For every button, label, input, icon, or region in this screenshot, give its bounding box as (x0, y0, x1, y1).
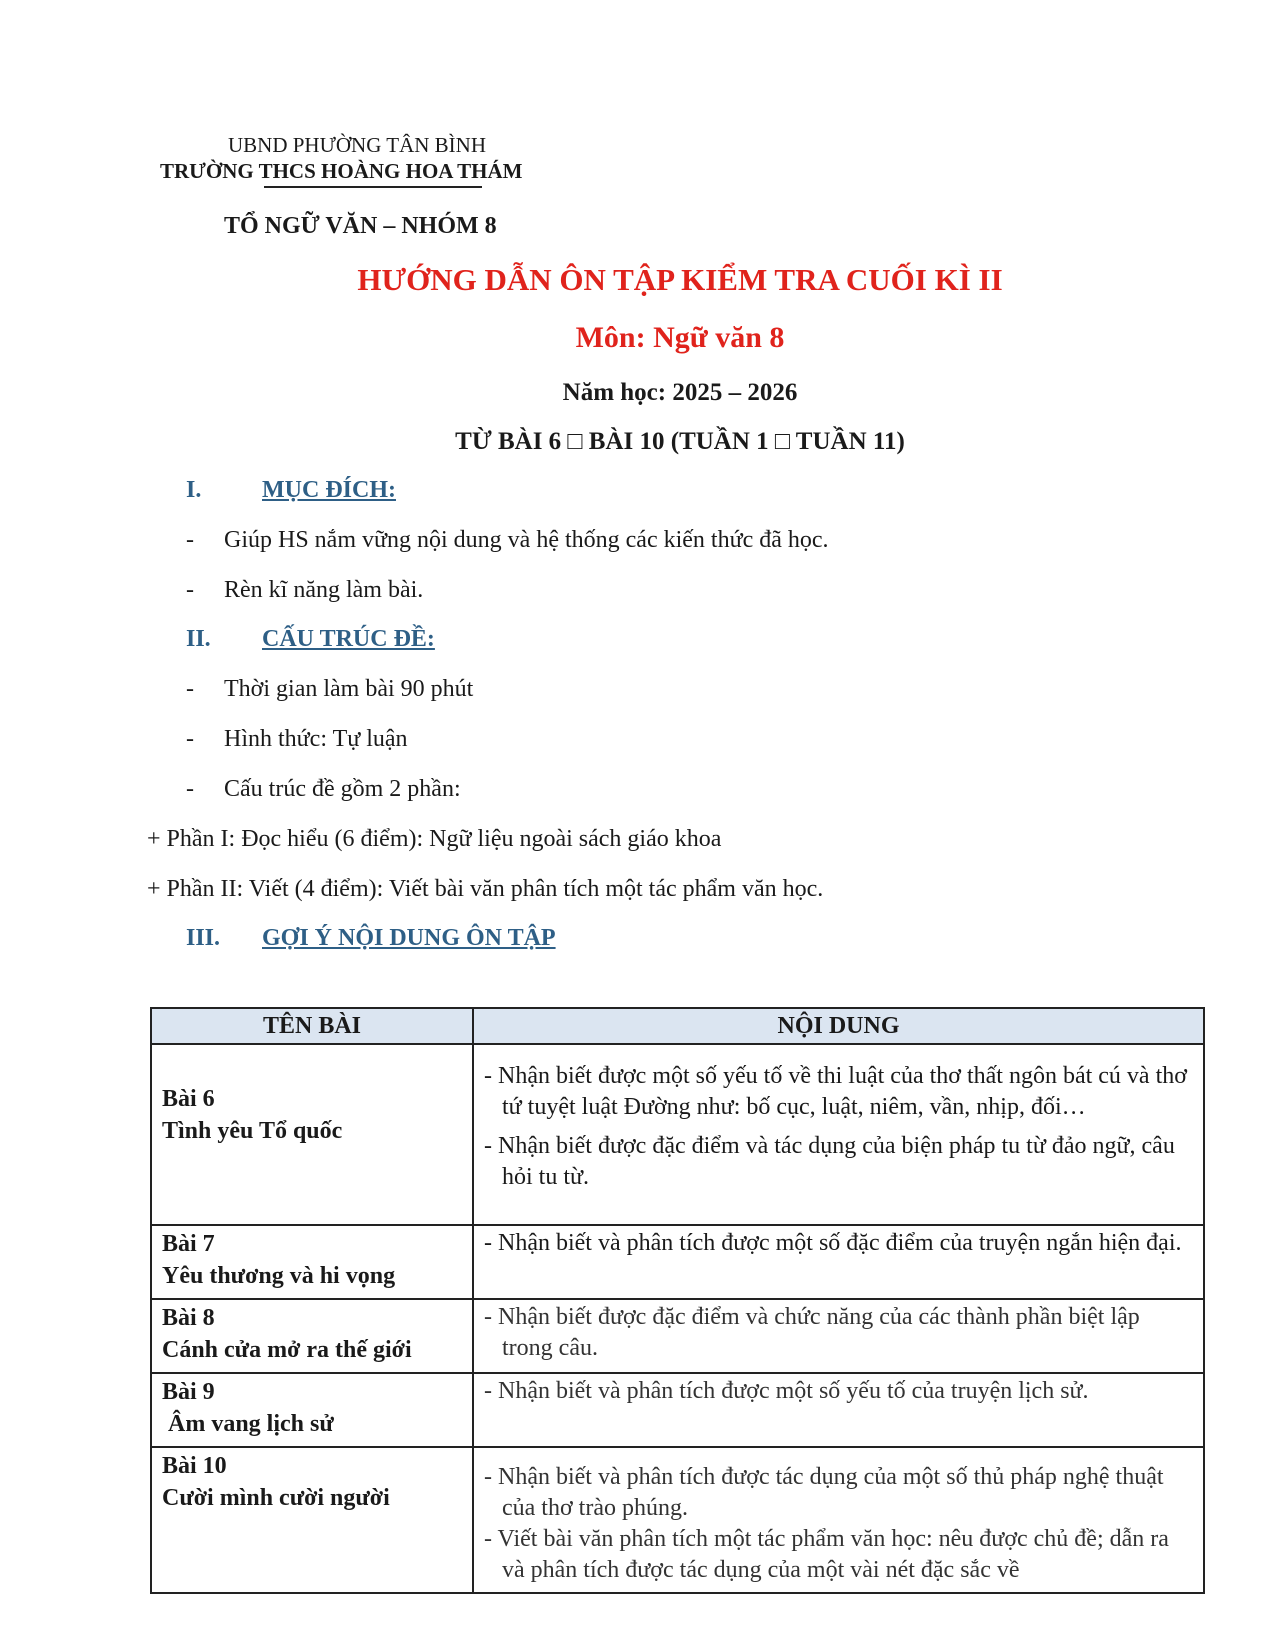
header-school: TRƯỜNG THCS HOÀNG HOA THÁM (160, 159, 523, 183)
table-row (151, 1225, 1204, 1299)
header-underline (264, 186, 482, 188)
lesson-name: Cười mình cười người (162, 1485, 390, 1511)
table-row (151, 1373, 1204, 1447)
list-item: - Giúp HS nắm vững nội dung và hệ thống các kiến thức đã học. (186, 527, 829, 553)
section-2-heading (186, 626, 435, 653)
lesson-number: Bài 6 (162, 1086, 215, 1112)
section-3-title: GỢI Ý NỘI DUNG ÔN TẬP (262, 925, 556, 951)
lesson-range: TỪ BÀI 6 □ BÀI 10 (TUẦN 1 □ TUẦN 11) (455, 428, 905, 455)
document-title: HƯỚNG DẪN ÔN TẬP KIỂM TRA CUỐI KÌ II (357, 262, 1003, 297)
review-table (150, 1007, 1205, 1594)
table-row (151, 1447, 1204, 1593)
section-1-number: I. (186, 477, 202, 503)
exam-part-1: + Phần I: Đọc hiểu (6 điểm): Ngữ liệu ngoài sách giáo khoa (147, 826, 722, 852)
column-header-content: NỘI DUNG (473, 1008, 1204, 1044)
list-item: - Hình thức: Tự luận (186, 726, 408, 752)
lesson-name: Cánh cửa mở ra thế giới (162, 1337, 412, 1363)
table-row (151, 1044, 1204, 1225)
subject-title: Môn: Ngữ văn 8 (575, 321, 785, 354)
section-1-heading (186, 477, 396, 504)
department: TỔ NGỮ VĂN – NHÓM 8 (224, 213, 497, 239)
content-line: - Nhận biết và phân tích được tác dụng của một số thủ pháp nghệ thuật của thơ trào phúng. (484, 1464, 1164, 1521)
content-line: - Nhận biết và phân tích được một số đặc điểm của truyện ngắn hiện đại. (484, 1230, 1182, 1256)
lesson-number: Bài 10 (162, 1453, 227, 1479)
lesson-number: Bài 7 (162, 1231, 215, 1257)
section-2-number: II. (186, 626, 211, 652)
section-3-heading (186, 925, 556, 952)
list-item: - Rèn kĩ năng làm bài. (186, 577, 424, 603)
lesson-number: Bài 8 (162, 1305, 215, 1331)
table-row (151, 1299, 1204, 1373)
column-header-lesson: TÊN BÀI (151, 1008, 473, 1044)
content-line: - Nhận biết được đặc điểm và tác dụng của biện pháp tu từ đảo ngữ, câu hỏi tu từ. (484, 1133, 1175, 1190)
content-line: - Viết bài văn phân tích một tác phẩm văn học: nêu được chủ đề; dẫn ra và phân tích được tác dụng của một vài nét đặc sắc về (484, 1526, 1169, 1583)
lesson-name: Yêu thương và hi vọng (162, 1263, 396, 1289)
content-line: - Nhận biết được một số yếu tố về thi luật của thơ thất ngôn bát cú và thơ tứ tuyệt luật Đường như: bố cục, luật, niêm, vần, nhịp, đối… (484, 1063, 1187, 1120)
exam-part-2: + Phần II: Viết (4 điểm): Viết bài văn phân tích một tác phẩm văn học. (147, 876, 824, 902)
lesson-name: Âm vang lịch sử (162, 1411, 334, 1437)
content-line: - Nhận biết được đặc điểm và chức năng của các thành phần biệt lập trong câu. (484, 1304, 1140, 1361)
list-item: - Cấu trúc đề gồm 2 phần: (186, 776, 461, 802)
header-authority: UBND PHƯỜNG TÂN BÌNH (228, 133, 486, 157)
school-year: Năm học: 2025 – 2026 (562, 379, 798, 406)
section-3-number: III. (186, 925, 221, 951)
lesson-number: Bài 9 (162, 1379, 215, 1405)
section-1-title: MỤC ĐÍCH: (262, 477, 396, 503)
content-line: - Nhận biết và phân tích được một số yếu tố của truyện lịch sử. (484, 1378, 1089, 1404)
list-item: - Thời gian làm bài 90 phút (186, 676, 474, 702)
lesson-name: Tình yêu Tổ quốc (162, 1118, 343, 1144)
section-2-title: CẤU TRÚC ĐỀ: (262, 626, 435, 652)
